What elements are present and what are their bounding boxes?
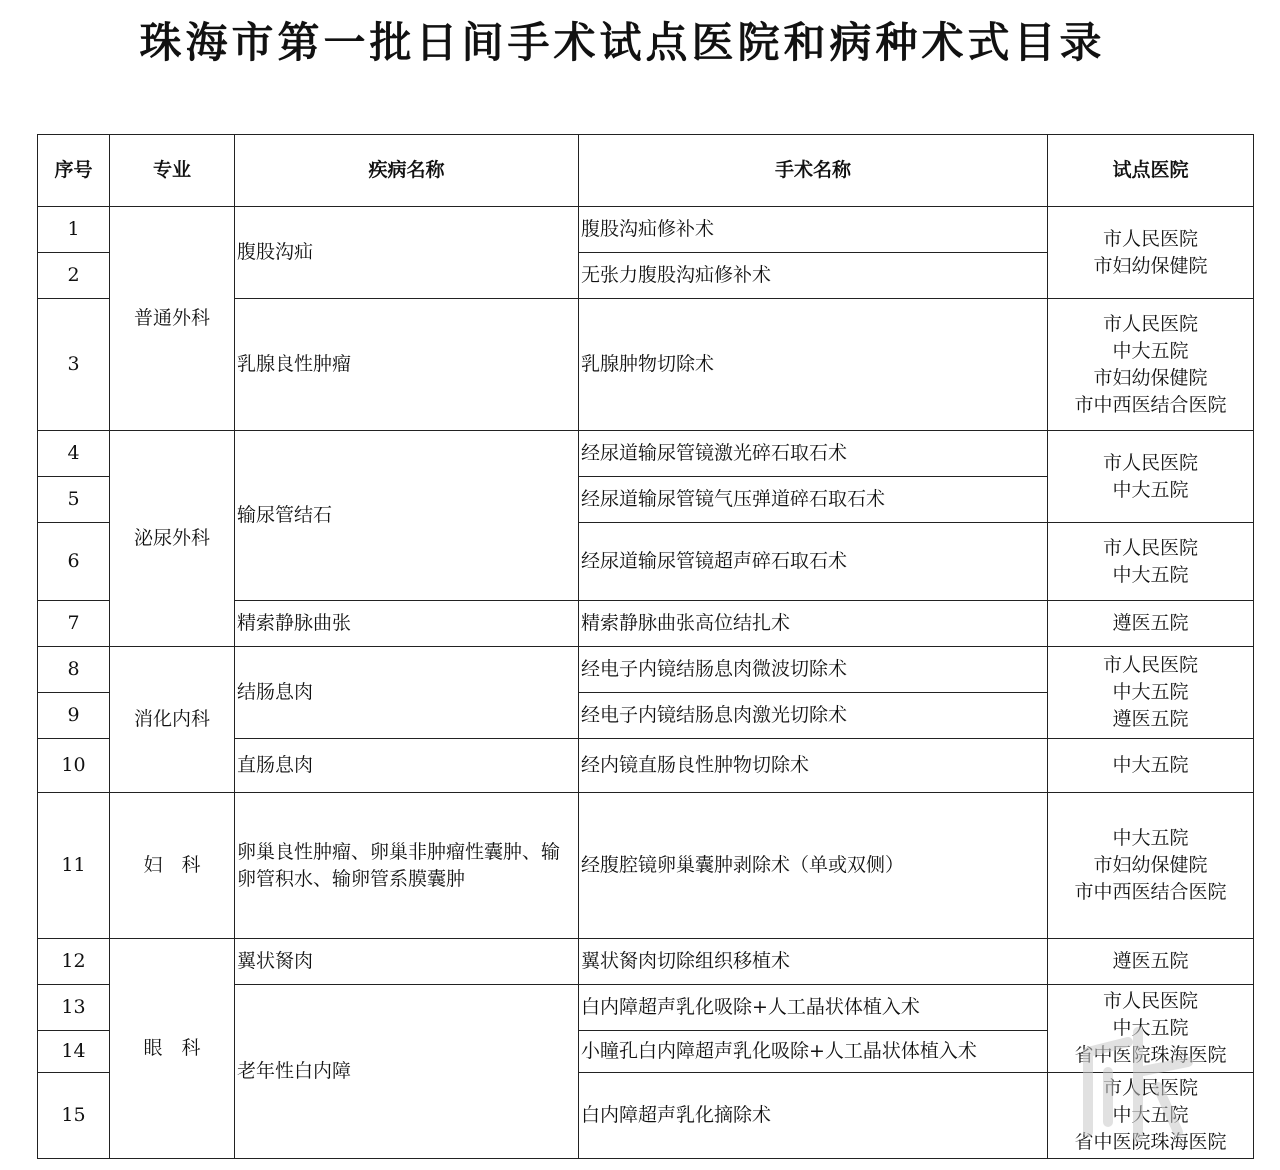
surgery-cell: 经内镜直肠良性肿物切除术 <box>579 739 1048 793</box>
header-disease: 疾病名称 <box>235 135 579 207</box>
specialty-cell: 普通外科 <box>110 207 235 431</box>
hospital-name: 市妇幼保健院 <box>1093 366 1208 389</box>
header-specialty: 专业 <box>110 135 235 207</box>
row-seq: 2 <box>38 253 110 299</box>
surgery-catalog-table <box>37 134 1254 1159</box>
hospital-cell <box>1048 207 1254 299</box>
surgery-cell: 白内障超声乳化摘除术 <box>579 1073 1048 1159</box>
surgery-cell: 乳腺肿物切除术 <box>579 299 1048 431</box>
hospital-name: 市人民医院 <box>1102 227 1198 250</box>
header-surgery: 手术名称 <box>579 135 1048 207</box>
hospital-name: 市人民医院 <box>1102 312 1198 335</box>
row-seq: 15 <box>38 1073 110 1159</box>
table-row <box>38 939 1254 985</box>
surgery-cell: 经电子内镜结肠息肉激光切除术 <box>579 693 1048 739</box>
hospital-name: 市人民医院 <box>1102 451 1198 474</box>
row-seq: 8 <box>38 647 110 693</box>
row-seq: 1 <box>38 207 110 253</box>
hospital-name: 中大五院 <box>1112 339 1189 362</box>
disease-cell: 老年性白内障 <box>235 985 579 1159</box>
row-seq: 9 <box>38 693 110 739</box>
hospital-name: 市中西医结合医院 <box>1074 393 1227 416</box>
disease-cell: 腹股沟疝 <box>235 207 579 299</box>
hospital-name: 遵医五院 <box>1112 612 1189 634</box>
row-seq: 13 <box>38 985 110 1031</box>
disease-cell: 直肠息肉 <box>235 739 579 793</box>
hospital-name: 市人民医院 <box>1102 654 1198 676</box>
disease-cell: 输尿管结石 <box>235 431 579 601</box>
surgery-cell: 经尿道输尿管镜气压弹道碎石取石术 <box>579 477 1048 523</box>
hospital-name: 市人民医院 <box>1102 990 1198 1012</box>
hospital-cell <box>1048 523 1254 601</box>
newspaper-logo-watermark-icon <box>1068 1012 1208 1152</box>
surgery-cell: 腹股沟疝修补术 <box>579 207 1048 253</box>
disease-cell: 结肠息肉 <box>235 647 579 739</box>
disease-cell: 乳腺良性肿瘤 <box>235 299 579 431</box>
surgery-cell: 经电子内镜结肠息肉微波切除术 <box>579 647 1048 693</box>
row-seq: 7 <box>38 601 110 647</box>
hospital-name: 市人民医院 <box>1102 1077 1198 1099</box>
row-seq: 14 <box>38 1031 110 1073</box>
row-seq: 5 <box>38 477 110 523</box>
hospital-name: 省中医院珠海医院 <box>1074 1131 1227 1153</box>
specialty-cell: 眼 科 <box>110 939 235 1159</box>
row-seq: 3 <box>38 299 110 431</box>
hospital-name: 遵医五院 <box>1112 708 1189 730</box>
hospital-name: 市中西医结合医院 <box>1074 881 1227 903</box>
hospital-name: 遵医五院 <box>1112 950 1189 972</box>
hospital-name: 中大五院 <box>1112 827 1189 849</box>
table-row <box>38 793 1254 939</box>
hospital-cell <box>1048 647 1254 739</box>
hospital-name: 市妇幼保健院 <box>1093 854 1208 876</box>
hospital-cell <box>1048 939 1254 985</box>
surgery-cell: 小瞳孔白内障超声乳化吸除+人工晶状体植入术 <box>579 1031 1048 1073</box>
hospital-cell <box>1048 431 1254 523</box>
hospital-name: 中大五院 <box>1112 1017 1189 1039</box>
hospital-name: 市人民医院 <box>1102 536 1198 559</box>
disease-cell: 翼状胬肉 <box>235 939 579 985</box>
surgery-cell: 无张力腹股沟疝修补术 <box>579 253 1048 299</box>
row-seq: 4 <box>38 431 110 477</box>
hospital-cell <box>1048 739 1254 793</box>
header-hospitals: 试点医院 <box>1048 135 1254 207</box>
row-seq: 11 <box>38 793 110 939</box>
row-seq: 6 <box>38 523 110 601</box>
hospital-name: 中大五院 <box>1112 754 1189 776</box>
table-row <box>38 207 1254 253</box>
hospital-name: 中大五院 <box>1112 681 1189 703</box>
surgery-cell: 白内障超声乳化吸除+人工晶状体植入术 <box>579 985 1048 1031</box>
hospital-name: 中大五院 <box>1112 563 1189 586</box>
hospital-cell <box>1048 299 1254 431</box>
page-title: 珠海市第一批日间手术试点医院和病种术式目录 <box>139 18 1106 67</box>
hospital-name: 市妇幼保健院 <box>1093 254 1208 277</box>
hospital-name: 中大五院 <box>1112 1104 1189 1126</box>
header-seq: 序号 <box>38 135 110 207</box>
surgery-cell: 经尿道输尿管镜超声碎石取石术 <box>579 523 1048 601</box>
hospital-cell <box>1048 601 1254 647</box>
surgery-cell: 经腹腔镜卵巢囊肿剥除术（单或双侧） <box>579 793 1048 939</box>
surgery-cell: 经尿道输尿管镜激光碎石取石术 <box>579 431 1048 477</box>
specialty-cell: 妇 科 <box>110 793 235 939</box>
table-row <box>38 647 1254 693</box>
specialty-cell: 消化内科 <box>110 647 235 793</box>
surgery-cell: 精索静脉曲张高位结扎术 <box>579 601 1048 647</box>
hospital-cell <box>1048 793 1254 939</box>
disease-cell: 卵巢良性肿瘤、卵巢非肿瘤性囊肿、输卵管积水、输卵管系膜囊肿 <box>235 793 579 939</box>
row-seq: 12 <box>38 939 110 985</box>
surgery-cell: 翼状胬肉切除组织移植术 <box>579 939 1048 985</box>
hospital-name: 省中医院珠海医院 <box>1074 1044 1227 1066</box>
table-header-row <box>38 135 1254 207</box>
row-seq: 10 <box>38 739 110 793</box>
hospital-name: 中大五院 <box>1112 478 1189 501</box>
specialty-cell: 泌尿外科 <box>110 431 235 647</box>
table-row <box>38 431 1254 477</box>
disease-cell: 精索静脉曲张 <box>235 601 579 647</box>
